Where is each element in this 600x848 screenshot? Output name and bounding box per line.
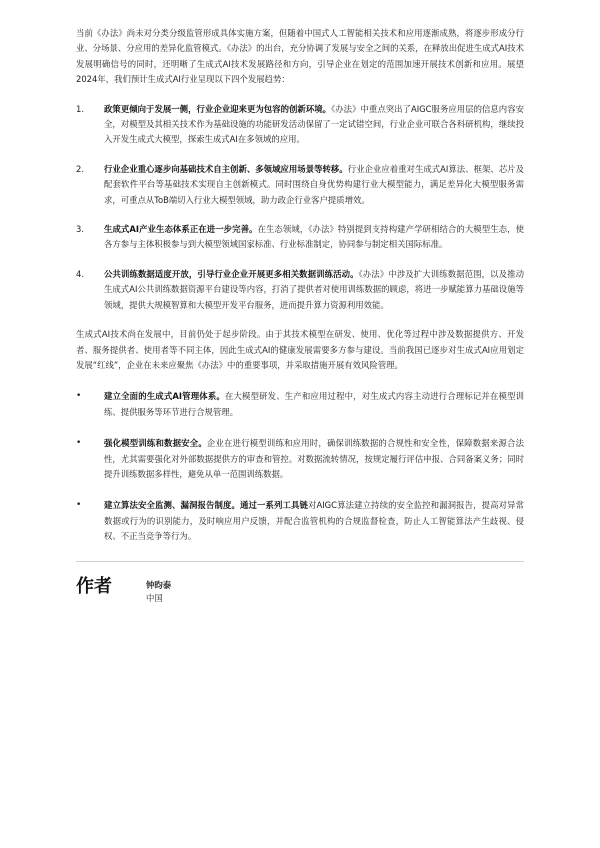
trend-title: 行业企业重心逐步向基础技术自主创新、多领域应用场景等转移。	[104, 163, 348, 174]
bullet-marker: •	[76, 500, 82, 511]
trend-item	[76, 267, 524, 313]
trend-item	[76, 222, 524, 253]
document-page	[76, 26, 524, 605]
author-country: 中国	[146, 592, 163, 603]
trend-number: 1.	[76, 103, 84, 114]
trend-list	[76, 102, 524, 313]
measure-title: 建立算法安全监测、漏洞报告制度。通过一系列工具链	[104, 500, 308, 511]
trend-item	[76, 102, 524, 148]
author-info	[146, 576, 171, 605]
trend-title: 公共训练数据适度开放，引导行业企业开展更多相关数据训练活动。	[104, 268, 359, 279]
measure-text: 在大模型研发、生产和应用过程中，对生成式内容主动进行合理标记并在模型训练、提供服务等环节进行合规管理。	[104, 391, 524, 417]
bullet-marker: •	[76, 438, 82, 449]
trend-text: 行业企业应着重对生成式AI算法、框架、芯片及配套软件平台等基础技术实现自主创新模式。同时围绕自身优势构建行业大模型能力，满足差异化大模型服务需求，可重点从ToB端切入行业大模型领域，助力政企行业客户提质增效。	[104, 163, 524, 205]
trend-number: 3.	[76, 224, 84, 235]
trend-number: 2.	[76, 163, 84, 174]
bullet-marker: •	[76, 391, 82, 402]
intro-paragraph: 当前《办法》尚未对分类分级监管形成具体实施方案，但随着中国式人工智能相关技术和应用逐渐成熟，将逐步形成分行业、分场景、分应用的差异化监管模式。《办法》的出台，充分协调了发展与安全之间的关系，在释放出促进生成式AI技术发展明确信号的同时，还明晰了生成式AI技术发展路径和方向，引导企业在划定的范围加速开展技术创新和应用。展望2024年，我们预计生成式AI行业呈现以下四个发展趋势：	[76, 28, 524, 85]
measure-text: 企业在进行模型训练和应用时，确保训练数据的合规性和安全性，保障数据来源合法性，尤其需要强化对外部数据提供方的审查和管控。对数据流转情况，按规定履行评估申报、合同备案义务；同时提升训练数据多样性，避免从单一范围训练数据。	[104, 438, 524, 479]
measure-list	[76, 389, 524, 544]
measure-title: 强化模型训练和数据安全。	[104, 438, 207, 449]
measure-item	[76, 389, 524, 420]
trend-item	[76, 162, 524, 208]
trend-title: 生成式AI产业生态体系正在进一步完善。	[104, 224, 258, 235]
author-section	[76, 576, 524, 605]
trend-text: 《办法》中重点突出了AIGC服务应用层的信息内容安全，对模型及其相关技术作为基础设施的功能研发活动保留了一定试错空间，行业企业可联合各科研机构，继续投入开发生成式大模型，探索生成式AI在多领域的应用。	[104, 103, 525, 145]
measure-item	[76, 498, 524, 544]
author-heading: 作者	[76, 575, 112, 597]
author-name: 钟昀泰	[146, 579, 172, 590]
trend-text: 《办法》中涉及扩大训练数据范围，以及推动生成式AI公共训练数据资源平台建设等内容，打消了提供者对使用训练数据的顾虑，将进一步赋能算力基础设施等领域，提供大规模智算和大模型开发平台服务，进而提升算力资源利用效能。	[104, 268, 524, 310]
trend-title: 政策更倾向于发展一侧，行业企业迎来更为包容的创新环境。	[104, 103, 332, 114]
measure-title: 建立全面的生成式AI管理体系。	[104, 391, 225, 402]
section-divider	[76, 561, 524, 562]
measure-text: 对AIGC算法建立持续的安全监控和漏洞报告，提高对异常数据或行为的识别能力，及时响应用户反馈，并配合监管机构的合规监督检查，防止人工智能算法产生歧视、侵权、不正当竞争等行为。	[104, 500, 524, 542]
middle-paragraph: 生成式AI技术尚在发展中，目前仍处于起步阶段。由于其技术模型在研发、使用、优化等过程中涉及数据提供方、开发者、服务提供者、使用者等不同主体，因此生成式AI的健康发展需要多方参与建设。当前我国已逐步对生成式AI应用划定发展“红线”，企业在未来应聚焦《办法》中的重要事项，并采取措施开展有效风险管理。	[76, 329, 524, 370]
trend-number: 4.	[76, 268, 84, 279]
trend-text: 在生态领域，《办法》特别提到支持构建产学研相结合的大模型生态，使各方参与主体积极参与到大模型领域国家标准、行业标准制定，协同参与制定相关国际标准。	[104, 224, 524, 250]
measure-item	[76, 436, 524, 482]
